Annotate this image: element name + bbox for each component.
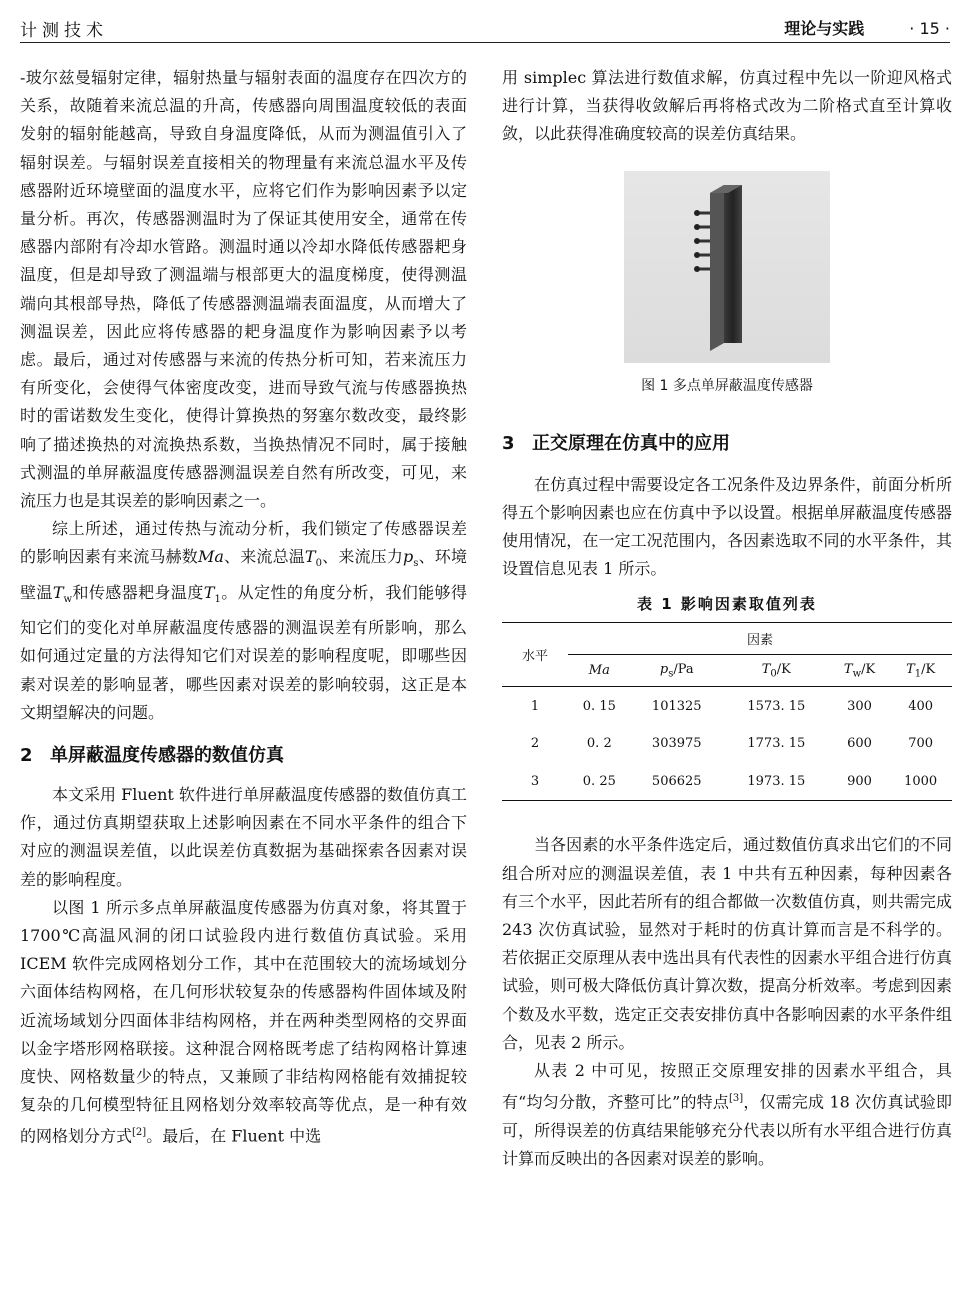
factor-header: 因素	[568, 623, 952, 655]
section-name: 理论与实践	[784, 19, 865, 38]
sensor-figure	[624, 171, 830, 363]
col-ps: $p_s/Pa$	[659, 662, 694, 680]
figure-caption: 图 1 多点单屏蔽温度传感器	[641, 377, 813, 394]
right-column	[502, 64, 952, 1173]
paragraph-orthogonal: 当各因素的水平条件选定后，通过数值仿真求出它们的不同组合所对应的测温误差值，表 1 中共有五种因素，每种因素各有三个水平，因此若所有的组合都做一次数值仿真，则共需完成 243 次仿真试验，显然对于耗时的仿真计算而言是不科学的。若依据正交原理从表中选出具有代表性的因素水平组合进行仿真试验，则可极大降低仿真计算次数，提高分析效率。考虑到因素个数及水平数，选定正交表安排仿真中各影响因素的水平条件组合，见表 2 所示。	[502, 835, 952, 1052]
col-t1: $T_1/K$	[906, 662, 936, 680]
paragraph-simplec: 用 simplec 算法进行数值求解，仿真过程中先以一阶迎风格式进行计算，当获得收敛解后再将格式改为二阶格式直至计算收敛，以此获得准确度较高的误差仿真结果。	[502, 68, 952, 144]
col-t0: $T_0/K$	[761, 662, 791, 680]
page-number: · 15 ·	[909, 19, 950, 38]
table-row: 2 0. 2 303975 1773. 15 600 700	[530, 736, 934, 752]
left-column	[20, 64, 467, 1151]
col-ma: Ma	[588, 663, 610, 679]
paragraph-table2: 从表 2 中可见，按照正交原理安排的因素水平组合，具有“均匀分散，齐整可比”的特点[3]，仅需完成 18 次仿真试验即可，所得误差的仿真结果能够充分代表以所有水平组合进行仿真计算而反映出的各因素对误差的影响。	[502, 1061, 952, 1168]
section-2-heading: 2 单屏蔽温度传感器的数值仿真	[20, 745, 284, 767]
paragraph-radiation: -玻尔兹曼辐射定律，辐射热量与辐射表面的温度存在四次方的关系，故随着来流总温的升高，传感器向周围温度较低的表面发射的辐射能越高，导致自身温度降低，从而为测温值引入了辐射误差。与辐射误差直接相关的物理量有来流总温水平及传感器附近环境壁面的温度水平，应将它们作为影响因素予以定量分析。再次，传感器测温时为了保证其使用安全，通常在传感器内部附有冷却水管路。测温时通以冷却水降低传感器耙身温度，但是却导致了测温端与根部更大的温度梯度，使得测温端向其根部导热，降低了传感器测温端表面温度，从而增大了测温误差，因此应将传感器的耙身温度作为影响因素予以考虑。最后，通过对传感器与来流的传热分析可知，若来流压力有所变化，会使得气体密度改变，进而导致气流与传感器换热时的雷诺数发生变化，使得计算换热的努塞尔数改变，最终影响了描述换热的对流换热系数，当换热情况不同时，属于接触式测温的单屏蔽温度传感器测温误差自然有所改变，可见，来流压力也是其误差的影响因素之一。	[20, 68, 467, 511]
section-3-heading: 3 正交原理在仿真中的应用	[502, 432, 730, 454]
page-header	[20, 12, 950, 43]
sensor-drawing	[624, 171, 830, 363]
paragraph-conditions: 在仿真过程中需要设定各工况条件及边界条件，前面分析所得五个影响因素也应在仿真中予以设置。根据单屏蔽温度传感器使用情况，在一定工况范围内，各因素选取不同的水平条件，其设置信息见表 1 所示。	[502, 474, 952, 579]
col-tw: $T_w/K$	[843, 662, 876, 680]
table-title: 表 1 影响因素取值列表	[637, 595, 817, 614]
journal-name: 计测技术	[20, 21, 108, 41]
paragraph-fluent: 本文采用 Fluent 软件进行单屏蔽温度传感器的数值仿真工作，通过仿真期望获取上述影响因素在不同水平条件的组合下对应的测温误差值，以此误差仿真数据为基础探索各因素对误差的影响程度。	[20, 785, 467, 889]
factor-table	[502, 622, 952, 801]
table-row: 1 0. 15 101325 1573. 15 300 400	[530, 698, 934, 714]
level-header: 水平	[521, 649, 548, 665]
header-right	[784, 16, 950, 39]
table-row: 3 0. 25 506625 1973. 15 900 1000	[502, 763, 952, 801]
paragraph-mesh: 以图 1 所示多点单屏蔽温度传感器为仿真对象，将其置于 1700℃高温风洞的闭口试验段内进行数值仿真试验。采用 ICEM 软件完成网格划分工作，其中在范围较大的流场域划分六面体结构网格，在几何形状较复杂的传感器构件固体域及附近流场域划分四面体非结构网格，并在两种类型网格的交界面以金字塔形网格联接。这种混合网格既考虑了结构网格计算速度快、网格数量少的特点，又兼顾了非结构网格能有效捕捉较复杂的几何模型特征且网格划分效率较高等优点，是一种有效的网格划分方式[2]。最后，在 Fluent 中选	[20, 897, 467, 1146]
paragraph-summary: 综上所述，通过传热与流动分析，我们锁定了传感器误差的影响因素有来流马赫数Ma、来流总温$T_0$、来流压力$p_s$、环境壁温$T_w$和传感器耙身温度$T_1$。从定性的角度分析，我们能够得知它们的变化对单屏蔽温度传感器的测温误差有所影响，那么如何通过定量的方法得知它们对误差的影响程度呢，即哪些因素对误差的影响显著，哪些因素对误差的影响较弱，这正是本文期望解决的问题。	[20, 519, 467, 722]
